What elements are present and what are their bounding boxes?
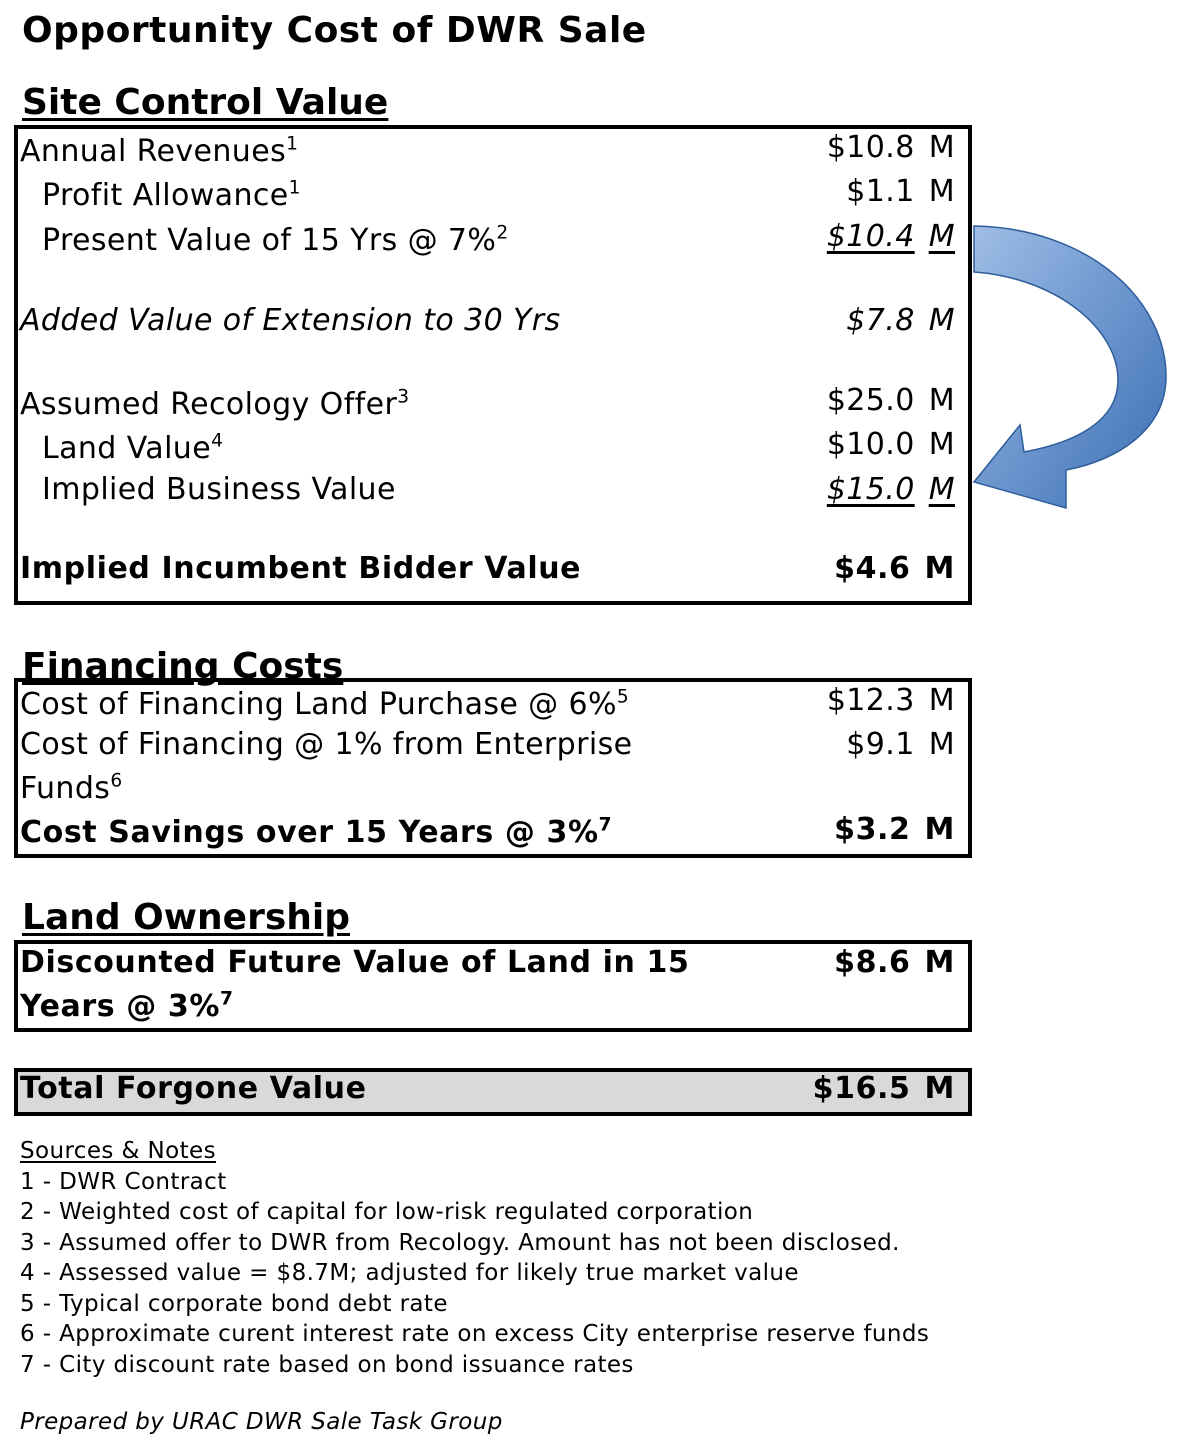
note-item: 7 - City discount rate based on bond issuance rates bbox=[20, 1352, 634, 1378]
site-control-heading: Site Control Value bbox=[22, 82, 389, 123]
note-item: 3 - Assumed offer to DWR from Recology. Amount has not been disclosed. bbox=[20, 1230, 900, 1256]
financing-enterprise-label: Cost of Financing @ 1% from Enterprise bbox=[20, 727, 633, 762]
note-item: 1 - DWR Contract bbox=[20, 1169, 227, 1195]
land-value-value: $10.0 M bbox=[826, 427, 955, 462]
page-title: Opportunity Cost of DWR Sale bbox=[22, 10, 647, 51]
note-item: 5 - Typical corporate bond debt rate bbox=[20, 1291, 448, 1317]
incumbent-value-label: Implied Incumbent Bidder Value bbox=[20, 551, 582, 586]
business-value-value: $15.0 M bbox=[826, 472, 955, 507]
present-value-value: $10.4 M bbox=[826, 219, 955, 254]
profit-allowance-label: Profit Allowance$^1$ bbox=[42, 177, 301, 213]
extension-value-value: $7.8 M bbox=[846, 303, 955, 338]
recology-offer-label: Assumed Recology Offer$^3$ bbox=[20, 386, 410, 422]
note-item: 6 - Approximate curent interest rate on excess City enterprise reserve funds bbox=[20, 1321, 930, 1347]
notes-heading: Sources & Notes bbox=[20, 1138, 216, 1164]
total-label: Total Forgone Value bbox=[20, 1071, 367, 1106]
land-heading: Land Ownership bbox=[22, 897, 350, 938]
note-item: 4 - Assessed value = $8.7M; adjusted for likely true market value bbox=[20, 1260, 799, 1286]
incumbent-value-value: $4.6 M bbox=[834, 551, 955, 586]
financing-enterprise-label-2: Funds$^6$ bbox=[20, 770, 123, 806]
land-value-label: Land Value$^4$ bbox=[42, 430, 224, 466]
land-future-value: $8.6 M bbox=[834, 945, 955, 980]
land-future-label: Discounted Future Value of Land in 15 bbox=[20, 945, 690, 980]
cost-savings-label: Cost Savings over 15 Years @ 3%$^7$ bbox=[20, 814, 613, 850]
profit-allowance-value: $1.1 M bbox=[846, 174, 955, 209]
total-value: $16.5 M bbox=[812, 1071, 955, 1106]
financing-land-value: $12.3 M bbox=[826, 683, 955, 718]
financing-land-label: Cost of Financing Land Purchase @ 6%$^5$ bbox=[20, 686, 630, 722]
land-future-label-2: Years @ 3%$^7$ bbox=[20, 988, 234, 1024]
financing-heading: Financing Costs bbox=[22, 646, 344, 687]
present-value-label: Present Value of 15 Yrs @ 7%$^2$ bbox=[42, 222, 509, 258]
curved-arrow-icon bbox=[968, 220, 1178, 530]
business-value-label: Implied Business Value bbox=[42, 472, 396, 507]
cost-savings-value: $3.2 M bbox=[834, 812, 955, 847]
extension-value-label: Added Value of Extension to 30 Yrs bbox=[20, 303, 561, 338]
note-item: 2 - Weighted cost of capital for low-risk regulated corporation bbox=[20, 1199, 754, 1225]
financing-enterprise-value: $9.1 M bbox=[846, 727, 955, 762]
recology-offer-value: $25.0 M bbox=[826, 383, 955, 418]
annual-revenues-value: $10.8 M bbox=[826, 130, 955, 165]
annual-revenues-label: Annual Revenues$^1$ bbox=[20, 133, 299, 169]
footer-credit: Prepared by URAC DWR Sale Task Group bbox=[20, 1409, 503, 1435]
